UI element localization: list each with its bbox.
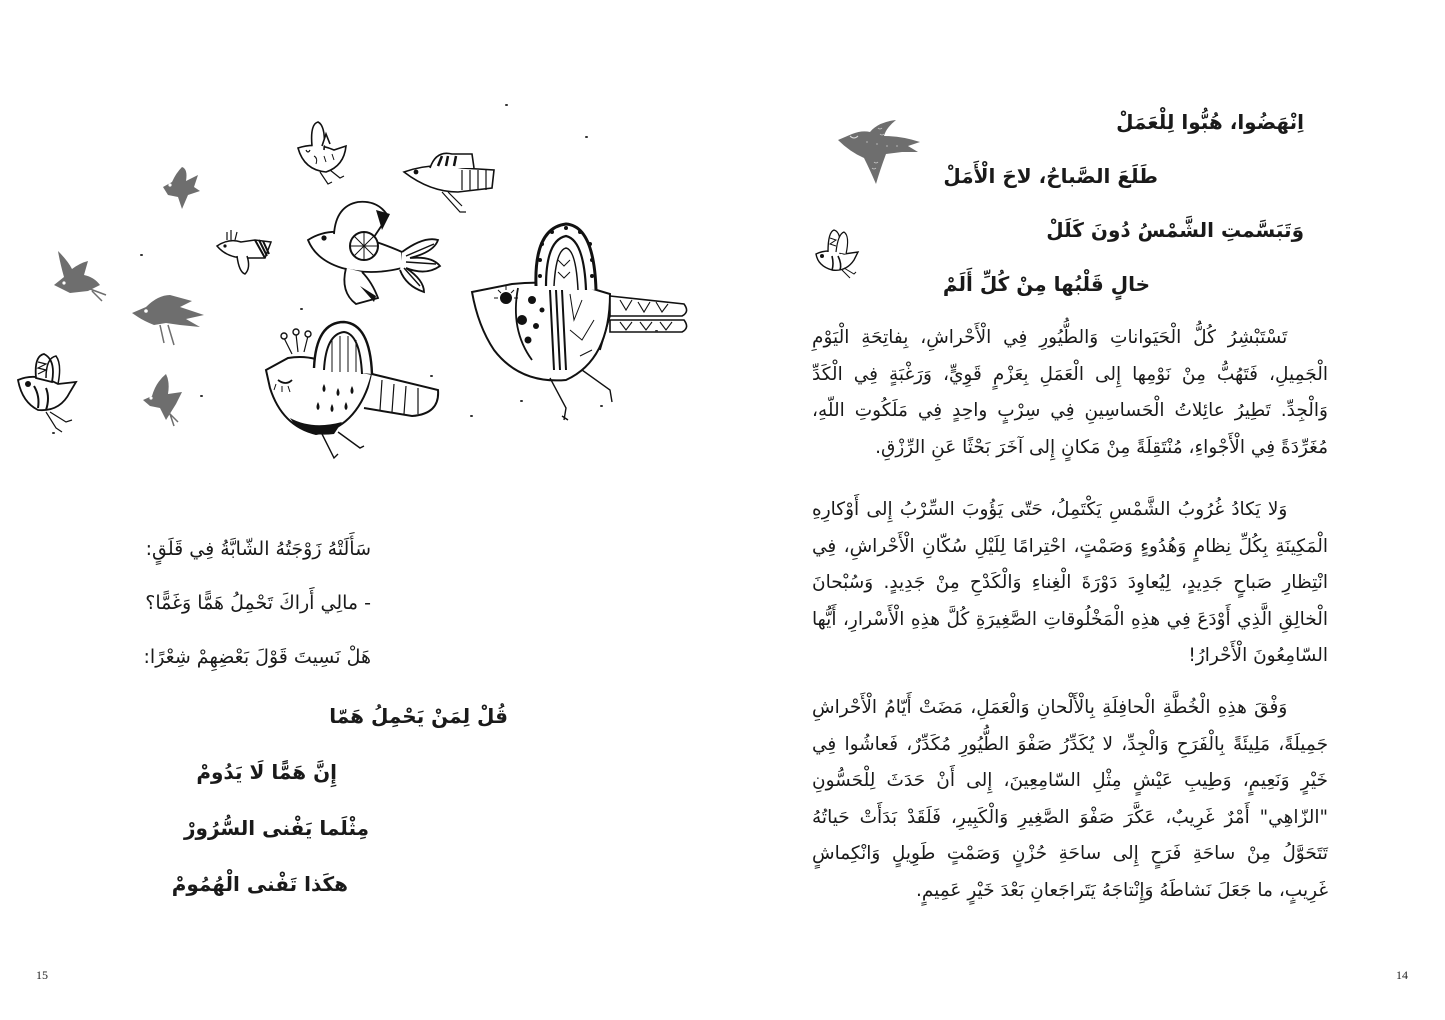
poem-line: اِنْهَضُوا، هُبُّوا لِلْعَمَلْ bbox=[1116, 110, 1304, 134]
ink-speck bbox=[52, 432, 55, 434]
ink-speck bbox=[655, 330, 658, 332]
page-number: 14 bbox=[1396, 968, 1408, 982]
page-number: 15 bbox=[36, 968, 48, 982]
ink-speck bbox=[600, 405, 603, 407]
dialogue-line: سَأَلَتْهُ زَوْجَتُهُ الشّابَّةُ فِي قَلَقٍ: bbox=[145, 538, 371, 560]
crested-patterned-bird-icon bbox=[262, 318, 447, 473]
story-paragraph-1 bbox=[812, 320, 1328, 466]
grey-bird-icon bbox=[140, 372, 195, 432]
ink-speck bbox=[300, 308, 303, 310]
dialogue-line: هَلْ نَسِيتَ قَوْلَ بَعْضِهِمْ شِعْرًا: bbox=[143, 646, 371, 668]
poem-line: مِثْلَما يَفْنى السُّرُورْ bbox=[184, 816, 369, 840]
small-dotted-bird-icon bbox=[16, 350, 91, 435]
story-paragraph-2 bbox=[812, 492, 1328, 675]
paragraph-text: وَفْقَ هذِهِ الْخُطَّةِ الْحافِلَةِ بِالْأَلْحانِ وَالْعَمَلِ، مَضَتْ أَيّامُ الْأَحْراشِ جَمِيلَةً، مَلِيئَةً بِالْفَرَحِ وَالْجِدِّ، لا يُكَدِّرُ صَفْوَ الطُّيُورِ مُكَدِّرٌ، فَعاشُوا فِي خَيْرٍ وَنَعِيمٍ، وَطِيبِ عَيْشٍ مِثْلِ السّامِعِينَ، إِلى أَنْ حَدَثَ لِلْحَسُّونِ "الزّاهِي" أَمْرٌ غَرِيبٌ، عَكَّرَ صَفْوَ الصَّغِيرِ وَالْكَبِيرِ، فَلَقَدْ بَدَأَتْ حَياتُهُ تَتَحَوَّلُ مِنْ ساحَةِ فَرَحٍ إِلى ساحَةِ حُزْنٍ وَصَمْتٍ طَوِيلٍ وَانْكِماشٍ غَرِيبٍ، ما جَعَلَ نَشاطَهُ وَإِنْتاجَهُ يَتَراجَعانِ بَعْدَ خَيْرٍ عَمِيمٍ. bbox=[812, 697, 1328, 901]
tiny-crested-bird-icon bbox=[215, 228, 275, 278]
large-patterned-bird-icon bbox=[470, 220, 695, 435]
poem-line: طَلَعَ الصَّباحُ، لاحَ الْأَمَلْ bbox=[943, 164, 1158, 188]
grey-bird-icon bbox=[158, 165, 208, 220]
left-page bbox=[0, 0, 722, 1020]
poem-line: هكَذا تَفْنى الْهُمُومْ bbox=[171, 872, 348, 896]
grey-bird-icon bbox=[50, 245, 112, 305]
poem-line: وَتَبَسَّمتِ الشَّمْسُ دُونَ كَلَلْ bbox=[1046, 218, 1304, 242]
poem-line: خالٍ قَلْبُها مِنْ كُلِّ أَلَمْ bbox=[942, 272, 1150, 296]
ink-speck bbox=[470, 415, 473, 417]
paragraph-text: وَلا يَكادُ غُرُوبُ الشَّمْسِ يَكْتَمِلُ، حَتّى يَؤُوبَ السِّرْبُ إِلى أَوْكارِهِ الْمَكِينَةِ بِكُلِّ نِظامٍ وَهُدُوءٍ وَصَمْتٍ، احْتِرامًا لِلَيْلِ سُكّانِ الْأَحْراشِ، فِي انْتِظارِ صَباحٍ جَدِيدٍ، لِيُعاوِدَ دَوْرَةَ الْغِناءِ وَالْكَدْحِ مِنْ جَدِيدٍ. وَسُبْحانَ الْخالِقِ الَّذِي أَوْدَعَ فِي هذِهِ الْمَخْلُوقاتِ الصَّغِيرَةِ كُلَّ هذِهِ الْأَسْرارِ، أَيُّها السّامِعُونَ الْأَحْرارُ! bbox=[812, 499, 1328, 666]
poem-line: إِنَّ هَمًّا لَا يَدُومْ bbox=[196, 760, 337, 784]
small-hearts-bird-icon bbox=[296, 120, 361, 192]
small-patterned-bird-icon bbox=[814, 226, 869, 281]
paragraph-text: تَسْتَبْشِرُ كُلُّ الْحَيَواناتِ وَالطُّيُورِ فِي الْأَحْراشِ، بِفاتِحَةِ الْيَوْمِ الْجَمِيلِ، فَتَهُبُّ مِنْ نَوْمِها إِلى الْعَمَلِ بِعَزْمٍ قَوِيٍّ، وَرَغْبَةٍ فِي الْكَدِّ وَالْجِدِّ. تَطِيرُ عائِلاتُ الْحَساسِينِ فِي سِرْبٍ واحِدٍ فِي مَلَكُوتِ اللّهِ، مُغَرِّدَةً فِي الْأَجْواءِ، مُنْتَقِلَةً مِنْ مَكانٍ إِلى آخَرَ بَحْثًا عَنِ الرِّزْقِ. bbox=[812, 327, 1328, 458]
grey-bird-icon bbox=[130, 287, 215, 352]
grey-swallow-icon bbox=[836, 118, 928, 190]
fan-tail-bird-icon bbox=[306, 196, 444, 314]
poem-line: قُلْ لِمَنْ يَحْمِلُ هَمّا bbox=[329, 704, 508, 728]
ink-speck bbox=[505, 104, 508, 106]
ink-speck bbox=[140, 254, 143, 256]
ink-speck bbox=[520, 400, 523, 402]
ink-speck bbox=[200, 395, 203, 397]
dialogue-line: - مالِي أَراكَ تَحْمِلُ هَمًّا وَغَمًّا؟ bbox=[145, 592, 371, 614]
story-paragraph-3 bbox=[812, 690, 1328, 909]
ink-speck bbox=[585, 136, 588, 138]
ink-speck bbox=[430, 375, 433, 377]
